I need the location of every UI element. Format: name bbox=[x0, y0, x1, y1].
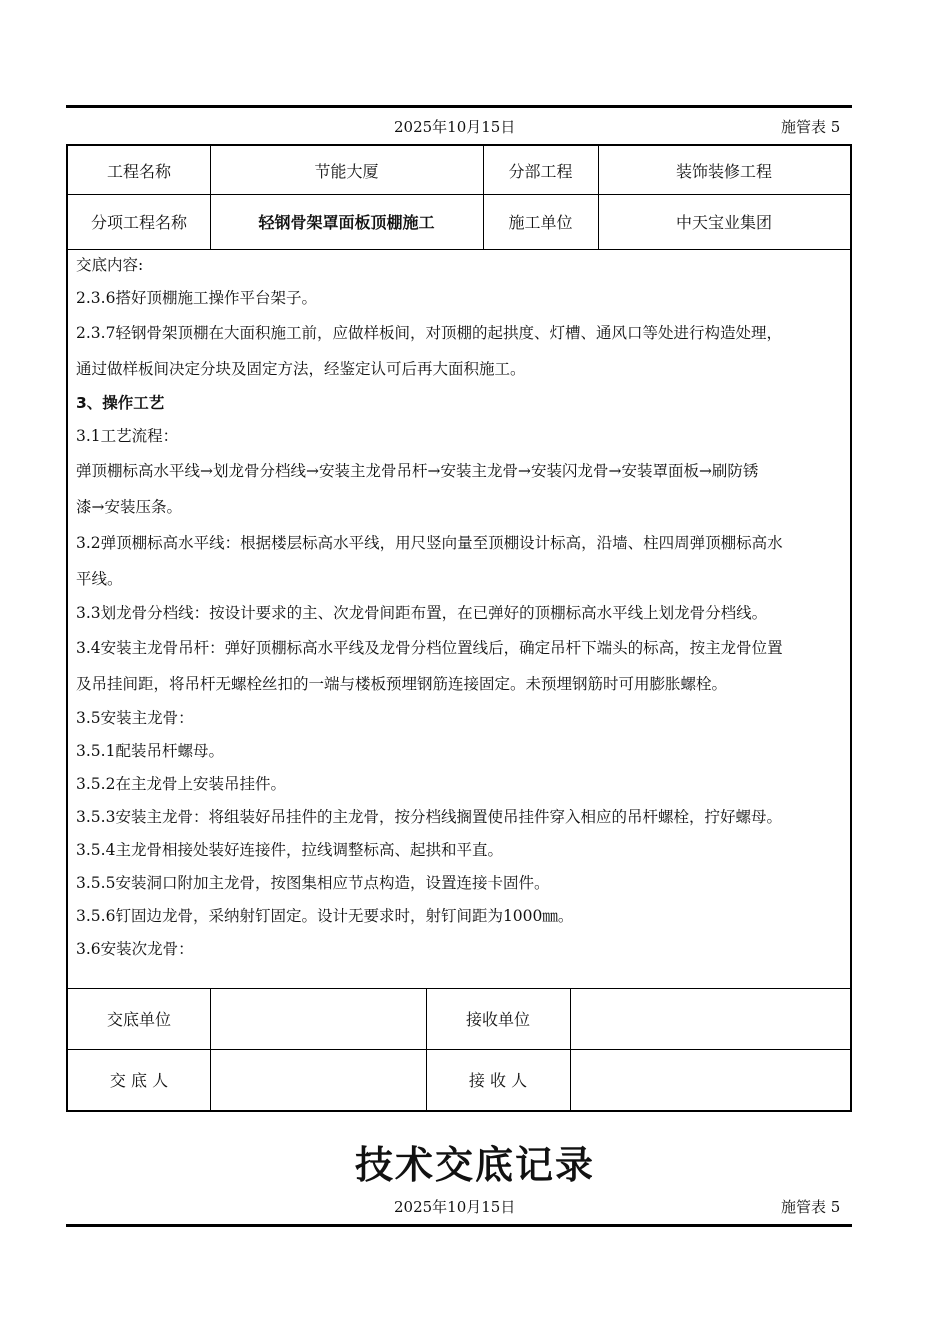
content-line: 3.3划龙骨分档线：按设计要求的主、次龙骨间距布置，在已弹好的顶棚标高水平线上划龙骨分档线。 bbox=[76, 604, 768, 622]
receiver-unit-label: 接收单位 bbox=[465, 1010, 530, 1029]
record-table bbox=[66, 144, 852, 1112]
content-line: 交底内容: bbox=[76, 256, 144, 274]
header-date: 2025年10月15日 bbox=[394, 118, 516, 136]
issuer-field[interactable] bbox=[210, 1049, 426, 1110]
content-line: 3.5.4主龙骨相接处装好连接件，拉线调整标高、起拱和平直。 bbox=[76, 841, 503, 859]
subitem-label: 分项工程名称 bbox=[90, 213, 187, 232]
content-line: 平线。 bbox=[76, 570, 123, 588]
footer-form-number: 施管表 5 bbox=[781, 1198, 841, 1216]
project-name-label: 工程名称 bbox=[106, 161, 171, 181]
footer-date: 2025年10月15日 bbox=[394, 1198, 516, 1216]
content-line: 弹顶棚标高水平线→划龙骨分档线→安装主龙骨吊杆→安装主龙骨→安装闪龙骨→安装罩面板→刷防锈 bbox=[76, 462, 759, 480]
subitem-value: 轻钢骨架罩面板顶棚施工 bbox=[258, 213, 435, 232]
content-line: 3.5.3安装主龙骨：将组装好吊挂件的主龙骨，按分档线搁置使吊挂件穿入相应的吊杆螺栓，拧好螺母。 bbox=[76, 808, 782, 826]
content-line: 通过做样板间决定分块及固定方法，经鉴定认可后再大面积施工。 bbox=[76, 360, 526, 378]
content-line: 及吊挂间距，将吊杆无螺栓丝扣的一端与楼板预埋钢筋连接固定。未预埋钢筋时可用膨胀螺栓。 bbox=[76, 675, 728, 693]
content-line: 3.5.6钉固边龙骨，采纳射钉固定。设计无要求时，射钉间距为1000㎜。 bbox=[76, 907, 574, 925]
section-heading: 3、操作工艺 bbox=[76, 394, 165, 412]
page-title: 技术交底记录 bbox=[354, 1143, 595, 1187]
content-line: 3.5.2在主龙骨上安装吊挂件。 bbox=[76, 775, 286, 793]
content-line: 2.3.6搭好顶棚施工操作平台架子。 bbox=[76, 289, 317, 307]
content-line: 3.1工艺流程： bbox=[76, 427, 179, 445]
content-line: 漆→安装压条。 bbox=[76, 498, 182, 516]
content-line: 3.4安装主龙骨吊杆：弹好顶棚标高水平线及龙骨分档位置线后，确定吊杆下端头的标高，按主龙骨位置 bbox=[76, 639, 783, 657]
receiver-unit-field[interactable] bbox=[570, 988, 850, 1049]
issuer-label: 交 底 人 bbox=[109, 1071, 169, 1090]
content-line: 3.6安装次龙骨： bbox=[76, 940, 194, 958]
division-label: 分部工程 bbox=[508, 161, 573, 181]
content-line: 3.2弹顶棚标高水平线：根据楼层标高水平线，用尺竖向量至顶棚设计标高，沿墙、柱四周弹顶棚标高水 bbox=[76, 534, 783, 552]
top-rule bbox=[66, 105, 852, 108]
briefing-content bbox=[76, 253, 844, 966]
issuer-unit-field[interactable] bbox=[210, 988, 426, 1049]
content-line: 2.3.7轻钢骨架顶棚在大面积施工前，应做样板间，对顶棚的起拱度、灯槽、通风口等处进行构造处理， bbox=[76, 324, 782, 342]
receiver-label: 接 收 人 bbox=[468, 1071, 528, 1090]
content-line: 3.5.1配装吊杆螺母。 bbox=[76, 742, 224, 760]
issuer-unit-label: 交底单位 bbox=[106, 1010, 171, 1029]
content-line: 3.5安装主龙骨： bbox=[76, 709, 194, 727]
header-form-number: 施管表 5 bbox=[781, 118, 841, 136]
contractor-label: 施工单位 bbox=[508, 213, 573, 232]
project-name-value: 节能大厦 bbox=[314, 161, 379, 181]
receiver-field[interactable] bbox=[570, 1049, 850, 1110]
division-value: 装饰装修工程 bbox=[675, 161, 772, 181]
content-line: 3.5.5安装洞口附加主龙骨，按图集相应节点构造，设置连接卡固件。 bbox=[76, 874, 550, 892]
contractor-value: 中天宝业集团 bbox=[675, 213, 772, 232]
bottom-rule bbox=[66, 1224, 852, 1227]
